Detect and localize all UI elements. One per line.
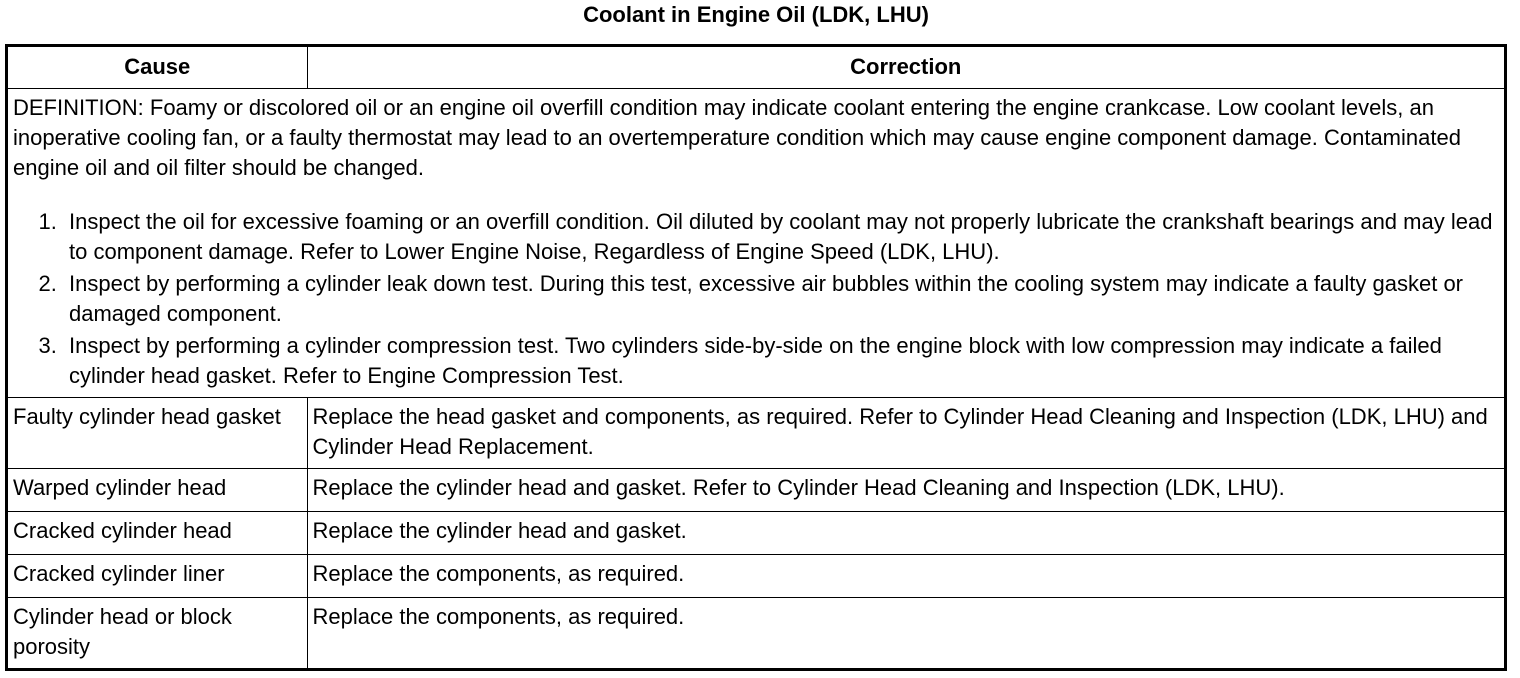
table-row	[8, 512, 1504, 555]
cause-cell: Faulty cylinder head gasket	[8, 398, 307, 469]
cause-cell: Warped cylinder head	[8, 469, 307, 512]
correction-cell: Replace the cylinder head and gasket. Refer to Cylinder Head Cleaning and Inspection (LDK, LHU).	[307, 469, 1504, 512]
header-row	[8, 47, 1504, 89]
inspection-step: 3. Inspect by performing a cylinder compression test. Two cylinders side-by-side on the engine block with low compression may indicate a failed cylinder head gasket. Refer to Engine Compression Test.	[63, 331, 1498, 391]
correction-cell: Replace the components, as required.	[307, 598, 1504, 669]
troubleshooting-table-frame	[5, 44, 1507, 671]
troubleshooting-table	[8, 47, 1504, 668]
inspection-step: 1. Inspect the oil for excessive foaming or an overfill condition. Oil diluted by coolant may not properly lubricate the crankshaft bearings and may lead to component damage. Refer to Lower Engine Noise, Regardless of Engine Speed (LDK, LHU).	[63, 207, 1498, 267]
correction-cell: Replace the components, as required.	[307, 555, 1504, 598]
definition-cell	[8, 89, 1504, 398]
cause-header: Cause	[8, 47, 307, 89]
inspection-steps-list	[13, 207, 1498, 391]
cause-cell: Cylinder head or block porosity	[8, 598, 307, 669]
cause-cell: Cracked cylinder liner	[8, 555, 307, 598]
table-row	[8, 555, 1504, 598]
definition-row	[8, 89, 1504, 398]
cause-cell: Cracked cylinder head	[8, 512, 307, 555]
table-row	[8, 598, 1504, 669]
correction-header: Correction	[307, 47, 1504, 89]
table-row	[8, 469, 1504, 512]
inspection-step: 2. Inspect by performing a cylinder leak down test. During this test, excessive air bubbles within the cooling system may indicate a faulty gasket or damaged component.	[63, 269, 1498, 329]
table-row	[8, 398, 1504, 469]
correction-cell: Replace the head gasket and components, as required. Refer to Cylinder Head Cleaning and Inspection (LDK, LHU) and Cylinder Head Replacement.	[307, 398, 1504, 469]
document-title: Coolant in Engine Oil (LDK, LHU)	[583, 2, 929, 27]
definition-text: DEFINITION: Foamy or discolored oil or an engine oil overfill condition may indicate coolant entering the engine crankcase. Low coolant levels, an inoperative cooling fan, or a faulty thermostat may lead to an overtemperature condition which may cause engine component damage. Contaminated engine oil and oil filter should be changed.	[13, 95, 1461, 180]
correction-cell: Replace the cylinder head and gasket.	[307, 512, 1504, 555]
